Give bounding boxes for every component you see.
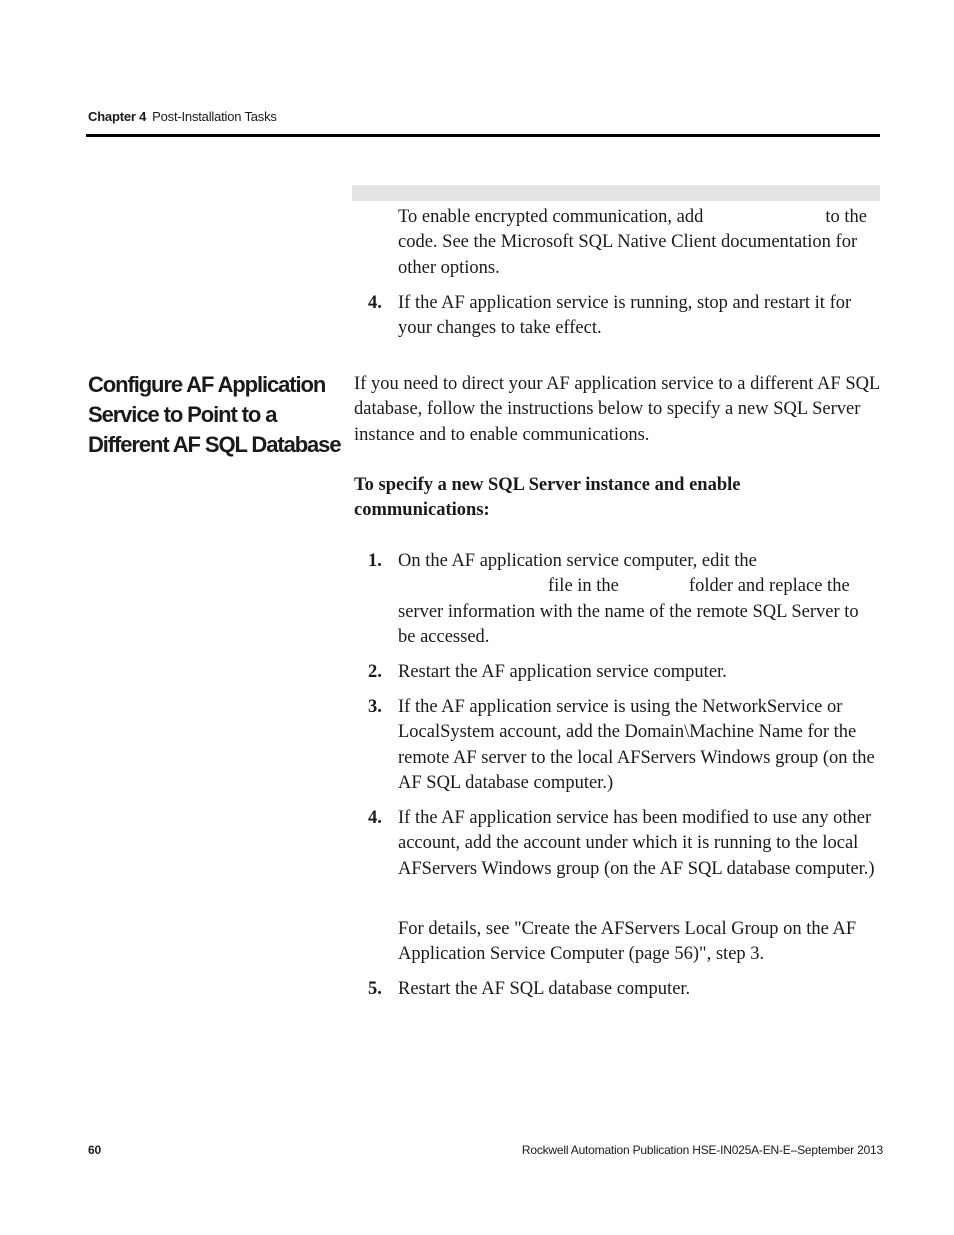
section-intro: If you need to direct your AF application service to a different AF SQL database, follow the instructions below to specify a new SQL Server instance and to enable communications. bbox=[354, 374, 880, 445]
publication-info: Rockwell Automation Publication HSE-IN025A-EN-E–September 2013 bbox=[521, 1143, 883, 1157]
step-number: 4. bbox=[368, 808, 382, 828]
table-header-shade bbox=[352, 185, 880, 201]
step-number: 2. bbox=[368, 662, 382, 682]
page-number: 60 bbox=[88, 1143, 101, 1157]
encrypt-paragraph bbox=[398, 205, 880, 281]
step-number: 1. bbox=[368, 551, 382, 571]
step-text bbox=[398, 549, 880, 650]
section-title: Configure AF Application Service to Point to a Different AF SQL Database bbox=[88, 372, 341, 457]
step-text: If the AF application service has been modified to use any other account, add the account under which it is running to the local AFServers Windows group (on the AF SQL database computer.) bbox=[398, 808, 875, 879]
step-text: If the AF application service is using the NetworkService or LocalSystem account, add the Domain\Machine Name for the remote AF server to the local AFServers Windows group (on the AF SQL database computer.) bbox=[398, 697, 875, 793]
prev-step-text: If the AF application service is running, stop and restart it for your changes to take effect. bbox=[398, 293, 852, 339]
chapter-title: Post-Installation Tasks bbox=[152, 109, 277, 124]
step1-text-b: file in the bbox=[548, 576, 619, 597]
procedure-title: To specify a new SQL Server instance and enable communications: bbox=[354, 475, 741, 521]
prev-step-number: 4. bbox=[368, 293, 382, 313]
chapter-label: Chapter 4 bbox=[88, 109, 147, 124]
step1-text-a: On the AF application service computer, edit the bbox=[398, 551, 757, 571]
step-text: Restart the AF SQL database computer. bbox=[398, 979, 691, 999]
header-rule bbox=[86, 134, 880, 137]
encrypt-text-a: To enable encrypted communication, add bbox=[398, 207, 704, 227]
step-note: For details, see "Create the AFServers Local Group on the AF Application Service Computer (page 56)", step 3. bbox=[398, 919, 857, 965]
running-header bbox=[88, 109, 277, 124]
step1-text-c: folder and replace the server information with the name of the remote SQL Server to be accessed. bbox=[398, 576, 859, 647]
encrypt-text-b: to the code. See the Microsoft SQL Native Client documentation for other options. bbox=[398, 207, 868, 278]
step-number: 3. bbox=[368, 697, 382, 717]
step-text: Restart the AF application service computer. bbox=[398, 662, 727, 682]
step-number: 5. bbox=[368, 979, 382, 999]
